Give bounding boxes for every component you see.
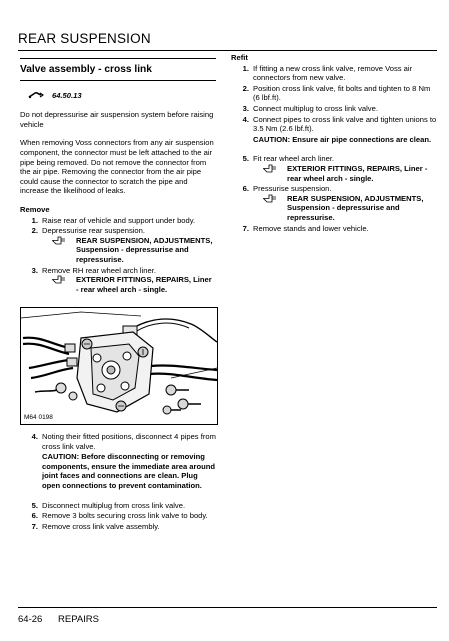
pointing-hand-icon — [52, 275, 66, 284]
section-top-rule — [20, 58, 216, 59]
step-text: Pressurise suspension. — [253, 184, 332, 194]
section-title: Valve assembly - cross link — [20, 64, 152, 75]
step-text: Remove 3 bolts securing cross link valve to body. — [42, 511, 208, 521]
refit-step-6 — [231, 184, 437, 222]
refit-step-5 — [231, 154, 437, 183]
step-number: 7. — [242, 223, 249, 233]
figure-label: M64 0198 — [24, 414, 53, 421]
pointing-hand-icon — [263, 194, 277, 203]
cross-reference-link[interactable] — [253, 164, 437, 183]
step-number: 1. — [242, 63, 249, 73]
cross-reference-link[interactable] — [42, 275, 216, 294]
caution-note: CAUTION: Ensure air pipe connections are clean. — [253, 134, 432, 144]
caution-note: CAUTION: Before disconnecting or removing components, ensure the immediate area around joint faces and connections are clean. Plug open connections to prevent contamination. — [42, 452, 216, 490]
step-number: 2. — [31, 226, 38, 236]
cross-link-valve-illustration — [20, 307, 218, 425]
step-number: 6. — [31, 511, 38, 521]
step-text: Position cross link valve, fit bolts and tighten to 8 Nm (6 lbf.ft). — [253, 83, 431, 103]
refit-step-4 — [231, 115, 437, 145]
right-column — [231, 53, 437, 234]
remove-step-4 — [20, 432, 216, 491]
cross-reference-link[interactable] — [253, 194, 437, 223]
left-column — [20, 58, 216, 295]
step-number: 5. — [242, 154, 249, 164]
refit-step-7 — [231, 224, 437, 234]
step-text: Noting their fitted positions, disconnect 4 pipes from cross link valve. — [42, 432, 216, 451]
step-number: 4. — [31, 432, 38, 441]
remove-step-3 — [20, 266, 216, 295]
operation-code-value: 64.50.13 — [52, 90, 82, 100]
step-number: 4. — [242, 114, 249, 124]
remove-steps-continued — [20, 432, 216, 532]
step-number: 6. — [242, 184, 249, 194]
refit-step-3 — [231, 104, 437, 114]
page-number: 64-26 — [18, 614, 43, 625]
remove-step-6 — [20, 511, 216, 521]
step-text: Depressurise rear suspension. — [42, 226, 145, 236]
remove-step-5 — [20, 501, 216, 511]
step-number: 5. — [31, 500, 38, 510]
step-number: 2. — [242, 83, 249, 93]
valve-assembly-drawing — [21, 308, 217, 424]
intro-paragraph-1: Do not depressurise air suspension system before raising vehicle — [20, 110, 214, 129]
step-number: 1. — [31, 215, 38, 225]
intro-paragraph-2: When removing Voss connectors from any air suspension component, the connector must be left attached to the air pipe being removed. Do not remove the connector from the air pipe. Removing the connector from the air pipe could cause the connector to scratch the pipe and increase the likelihood of leaks. — [20, 138, 214, 196]
cross-reference-text: REAR SUSPENSION, ADJUSTMENTS, Suspension - depressurise and repressurise. — [76, 235, 213, 264]
cross-reference-text: REAR SUSPENSION, ADJUSTMENTS, Suspension - depressurise and repressurise. — [287, 193, 424, 222]
step-text: Connect pipes to cross link valve and tighten unions to 3.5 Nm (2.6 lbf.ft). — [253, 114, 437, 134]
footer-section-label: REPAIRS — [58, 614, 100, 625]
step-number: 7. — [31, 521, 38, 531]
step-text: Raise rear of vehicle and support under body. — [42, 215, 196, 225]
step-number: 3. — [242, 103, 249, 113]
remove-heading: Remove — [20, 204, 50, 214]
refit-step-1 — [231, 64, 437, 83]
footer-divider — [18, 607, 437, 608]
operation-code — [28, 91, 216, 101]
step-text: Fit rear wheel arch liner. — [253, 154, 335, 164]
step-text: Disconnect multiplug from cross link valve. — [42, 500, 186, 510]
remove-step-7 — [20, 522, 216, 532]
remove-step-1 — [20, 216, 216, 226]
pointing-hand-icon — [263, 164, 277, 173]
page-header-title: REAR SUSPENSION — [18, 31, 151, 46]
cross-reference-text: EXTERIOR FITTINGS, REPAIRS, Liner - rear wheel arch - single. — [76, 275, 212, 294]
wrench-icon — [28, 91, 44, 99]
header-divider — [18, 50, 437, 51]
step-text: Connect multiplug to cross link valve. — [253, 103, 378, 113]
refit-heading: Refit — [231, 53, 248, 62]
cross-reference-text: EXTERIOR FITTINGS, REPAIRS, Liner - rear wheel arch - single. — [287, 163, 428, 183]
step-text: Remove stands and lower vehicle. — [253, 223, 369, 233]
step-text: Remove RH rear wheel arch liner. — [42, 265, 156, 275]
step-number: 3. — [31, 265, 38, 275]
refit-step-2 — [231, 84, 437, 103]
section-bottom-rule — [20, 80, 216, 81]
step-text: If fitting a new cross link valve, remove Voss air connectors from new valve. — [253, 63, 413, 83]
cross-reference-link[interactable] — [42, 236, 216, 265]
step-text: Remove cross link valve assembly. — [42, 521, 160, 531]
pointing-hand-icon — [52, 236, 66, 245]
remove-step-2 — [20, 226, 216, 264]
